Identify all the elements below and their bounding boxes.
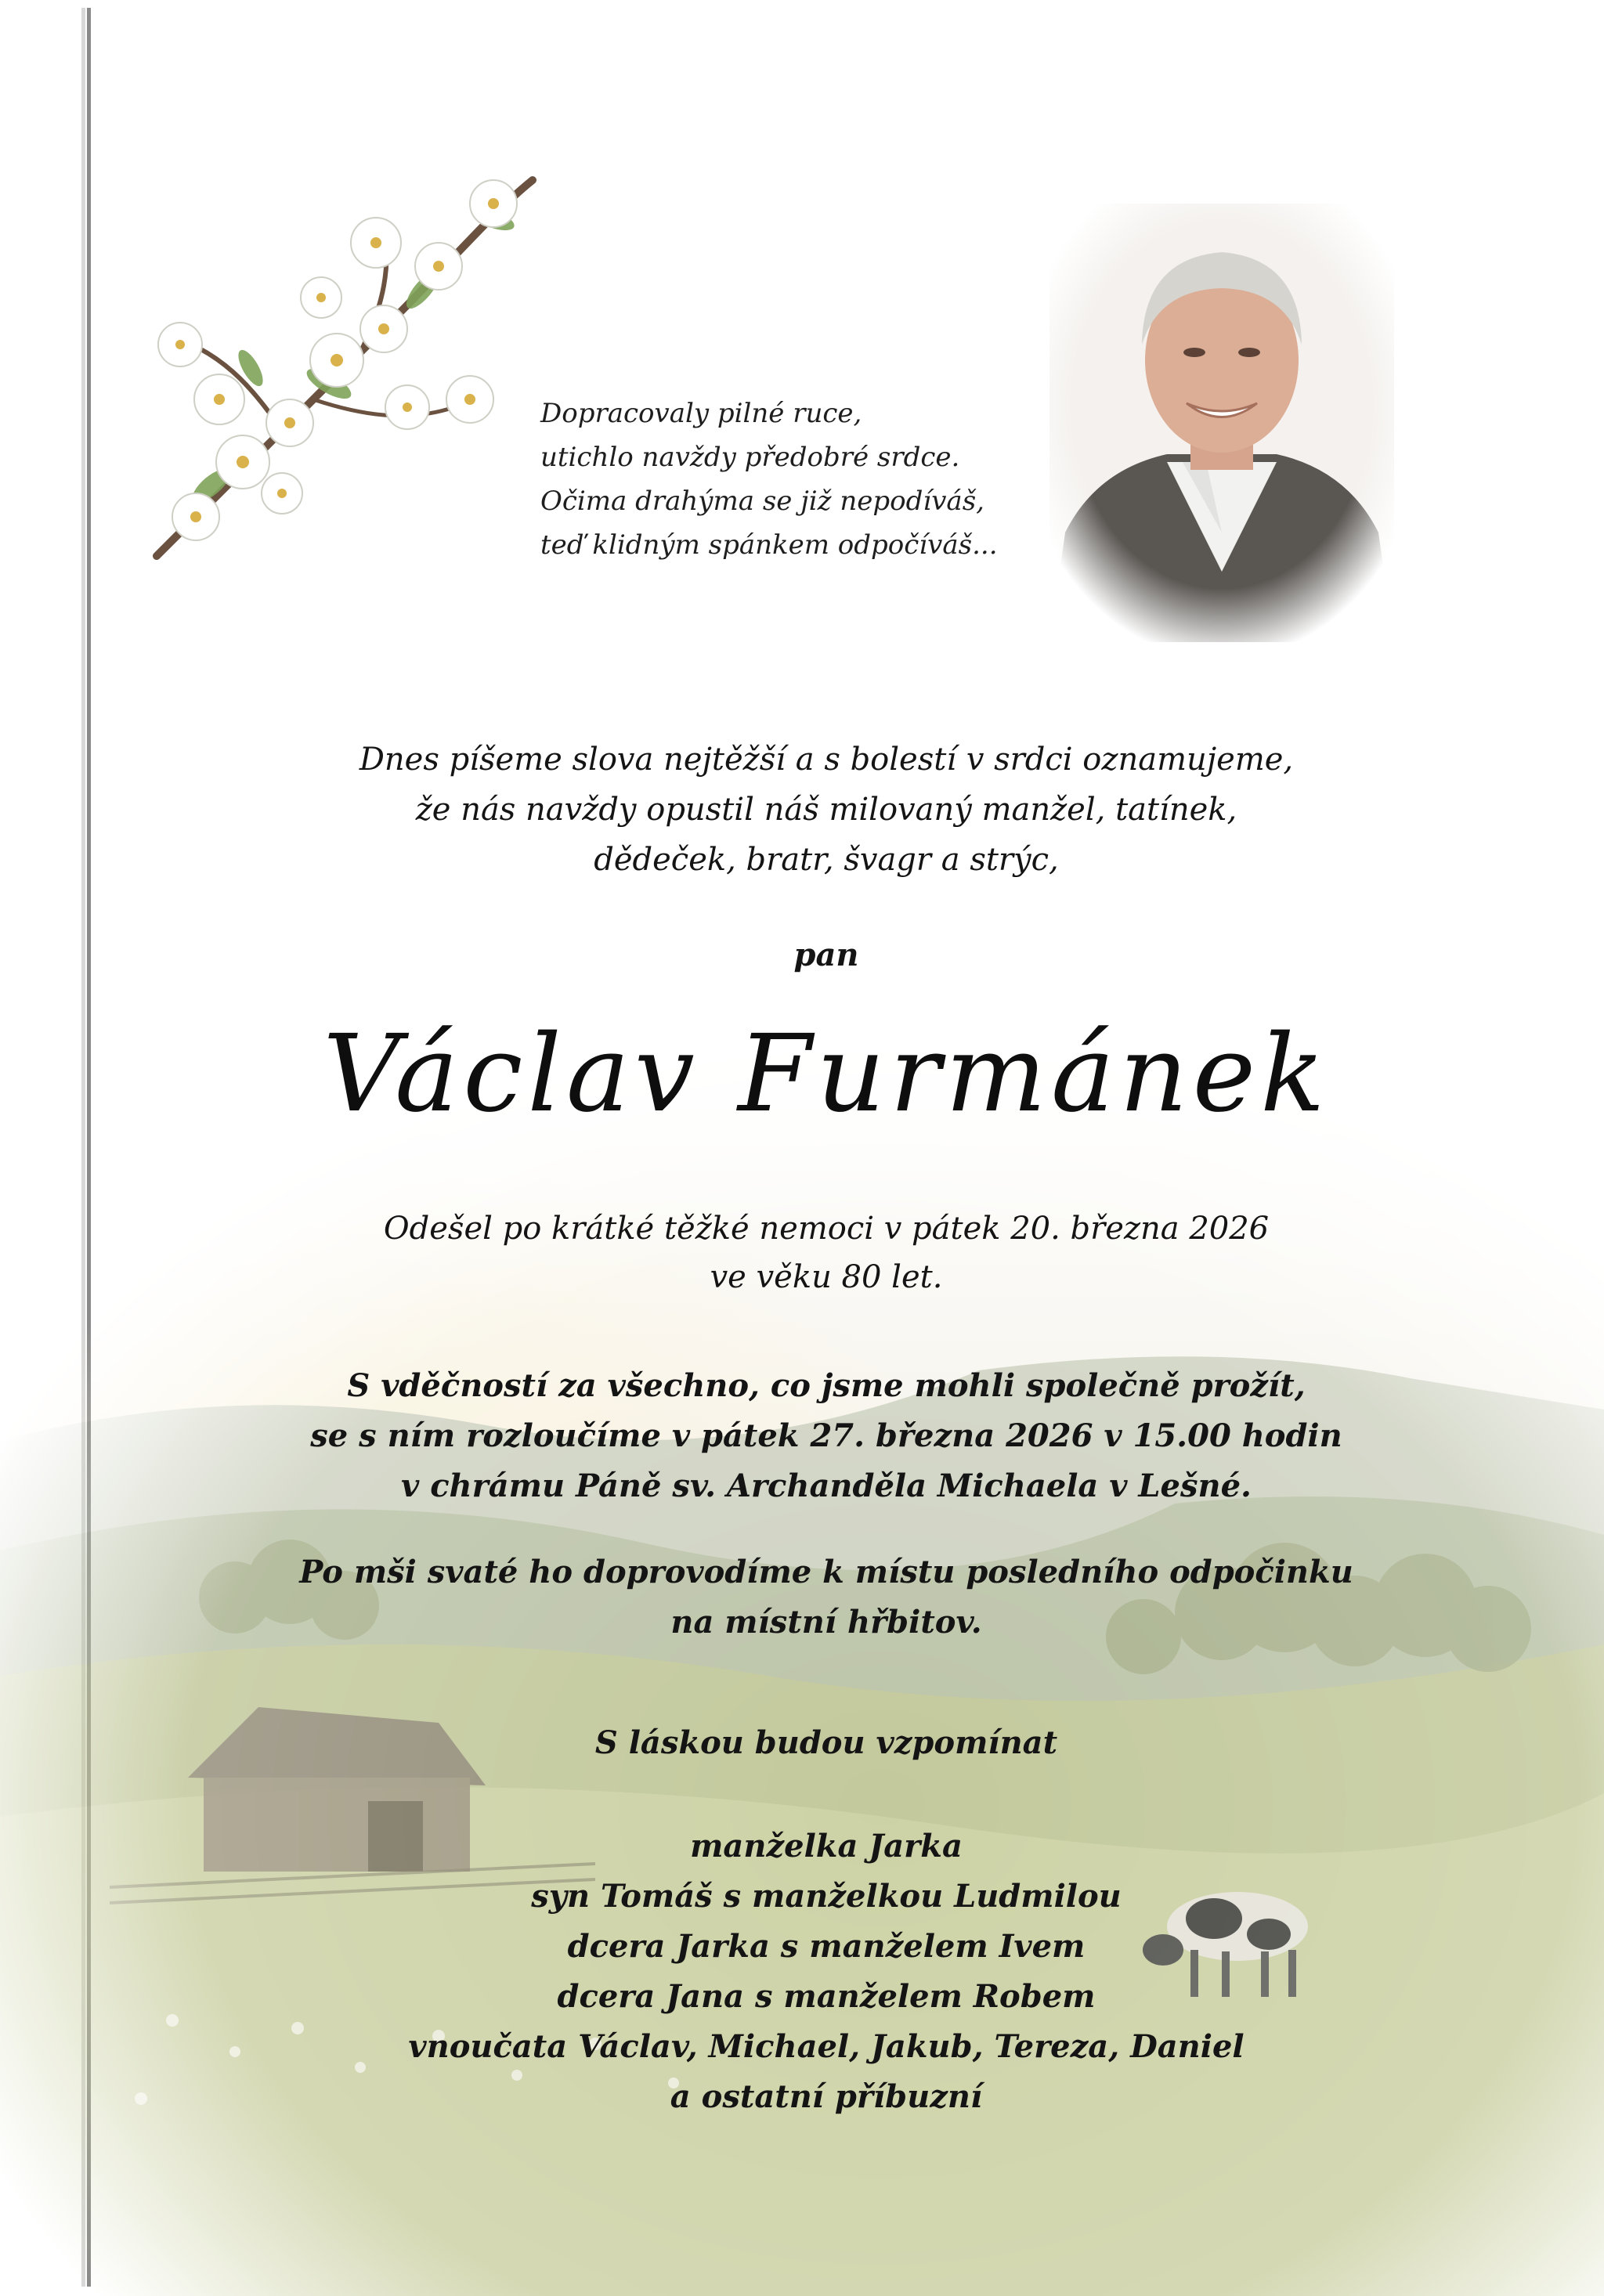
mourners-list <box>157 1821 1496 2122</box>
poem-line: Dopracovaly pilné ruce, <box>540 398 862 429</box>
death-line: Odešel po krátké těžké nemoci v pátek 20. března 2026 <box>383 1211 1270 1247</box>
mourner-item: a ostatní příbuzní <box>670 2078 983 2115</box>
death-line: ve věku 80 let. <box>710 1259 943 1295</box>
mourner-item: dcera Jarka s manželem Ivem <box>567 1928 1086 1965</box>
mourner-item: syn Tomáš s manželkou Ludmilou <box>531 1878 1122 1915</box>
funeral-line: v chrámu Páně sv. Archanděla Michaela v Lešné. <box>401 1467 1252 1504</box>
burial-info <box>157 1547 1496 1648</box>
poem-line: teď klidným spánkem odpočíváš... <box>540 529 998 561</box>
mourner-item: vnoučata Václav, Michael, Jakub, Tereza, Daniel <box>408 2028 1245 2065</box>
intro-line: dědeček, bratr, švagr a strýc, <box>594 842 1059 878</box>
funeral-line: S vděčností za všechno, co jsme mohli společně prožít, <box>347 1367 1306 1404</box>
death-info <box>157 1204 1496 1301</box>
funeral-info <box>157 1361 1496 1511</box>
mourner-item: manželka Jarka <box>690 1828 963 1865</box>
portrait-photo <box>1049 204 1394 642</box>
burial-line: na místní hřbitov. <box>670 1604 982 1641</box>
burial-line: Po mši svaté ho doprovodíme k místu posledního odpočinku <box>299 1554 1353 1590</box>
poem-line: Očima drahýma se již nepodíváš, <box>540 486 984 517</box>
cherry-blossom-branch-icon <box>125 149 548 587</box>
deceased-name: Václav Furmánek <box>323 1013 1330 1136</box>
intro-line: Dnes píšeme slova nejtěžší a s bolestí v srdci oznamujeme, <box>359 742 1294 778</box>
title-word: pan <box>793 937 859 973</box>
funeral-line: se s ním rozloučíme v pátek 27. března 2026 v 15.00 hodin <box>310 1417 1342 1454</box>
announcement-intro <box>157 735 1496 885</box>
poem-block <box>540 392 998 567</box>
poem-line: utichlo navždy předobré srdce. <box>540 442 960 473</box>
mourner-item: dcera Jana s manželem Robem <box>557 1978 1096 2015</box>
mourners-heading: S láskou budou vzpomínat <box>594 1724 1058 1761</box>
intro-line: že nás navždy opustil náš milovaný manžel, tatínek, <box>415 792 1237 828</box>
